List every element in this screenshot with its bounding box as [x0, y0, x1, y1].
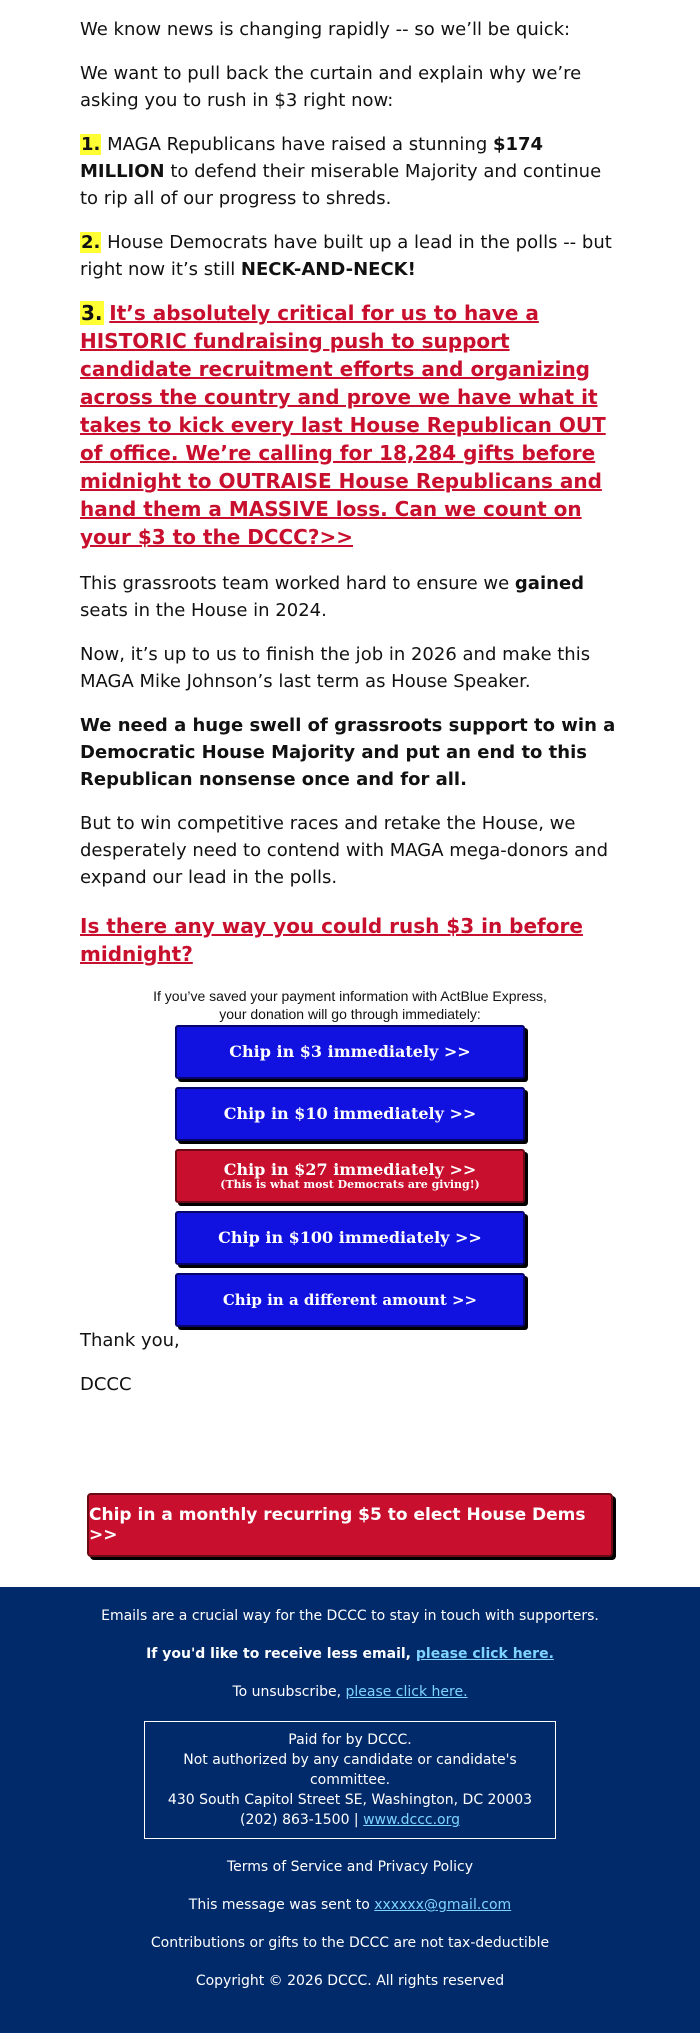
body-paragraph-5: Now, it’s up to us to finish the job in 2026 and make this MAGA Mike Johnson’s last term as House Speaker. — [80, 644, 591, 692]
footer-less-email-text: If you'd like to receive less email, — [146, 1646, 416, 1662]
chip-in-3-label: Chip in $3 immediately >> — [229, 1042, 471, 1061]
footer-copyright: Copyright © 2026 DCCC. All rights reserved — [195, 1973, 505, 1989]
donate-button-group — [80, 1025, 620, 1327]
signoff-sender: DCCC — [80, 1374, 132, 1395]
chip-in-27-sublabel: (This is what most Democrats are giving!) — [220, 1178, 480, 1191]
monthly-recurring-label: Chip in a monthly recurring $5 to elect House Dems >> — [89, 1505, 586, 1545]
footer-tax-note: Contributions or gifts to the DCCC are not tax-deductible — [150, 1935, 550, 1951]
recipient-email-link[interactable]: xxxxxx@gmail.com — [374, 1897, 512, 1913]
actblue-express-note — [80, 987, 620, 1023]
chip-in-10-label: Chip in $10 immediately >> — [223, 1104, 477, 1123]
point-1-text-end: to defend their miserable Majority and continue to rip all of our progress to shreds. — [80, 161, 602, 209]
footer — [0, 1587, 700, 2034]
chip-in-3-button[interactable] — [175, 1025, 525, 1079]
intro-paragraph-1: We know news is changing rapidly -- so we’ll be quick: — [80, 19, 571, 40]
point-3 — [80, 300, 620, 552]
paid-for-box — [144, 1721, 556, 1839]
ask-paragraph — [80, 913, 620, 969]
chip-in-100-button[interactable] — [175, 1211, 525, 1265]
body-paragraph-4-bold: gained — [514, 573, 585, 594]
actblue-note-line-1: If you’ve saved your payment information with ActBlue Express, — [153, 988, 547, 1004]
footer-unsubscribe-text: To unsubscribe, — [232, 1684, 346, 1700]
not-authorized-line: Not authorized by any candidate or candidate's committee. — [183, 1752, 517, 1788]
monthly-section — [0, 1493, 700, 1557]
point-2-bold: NECK-AND-NECK! — [240, 259, 416, 280]
body-paragraph-6: We need a huge swell of grassroots support to win a Democratic House Majority and put an end to this Republican nonsense once and for all. — [80, 715, 616, 790]
point-1 — [80, 131, 620, 212]
body-paragraph-4-text: This grassroots team worked hard to ensure we — [80, 573, 515, 594]
chip-in-100-label: Chip in $100 immediately >> — [218, 1228, 482, 1247]
phone-text: (202) 863-1500 | — [239, 1812, 364, 1828]
point-2-text: House Democrats have built up a lead in the polls -- but right now it’s still — [80, 232, 612, 280]
point-2 — [80, 229, 620, 283]
intro-paragraph-2: We want to pull back the curtain and explain why we’re asking you to rush in $3 right now: — [80, 63, 582, 111]
point-1-text: MAGA Republicans have raised a stunning — [101, 134, 493, 155]
point-3-donate-link[interactable]: It’s absolutely critical for us to have a HISTORIC fundraising push to support candidate recruitment efforts and organizing across the country and prove we have what it takes to kick every last House Republican OUT of office. We’re calling for 18,284 gifts before midnight to OUTRAISE House Republicans and hand them a MASSIVE loss. Can we count on your $3 to the DCCC?>> — [80, 301, 606, 549]
unsubscribe-link[interactable]: please click here. — [345, 1684, 468, 1700]
email-body — [80, 0, 620, 1398]
point-1-bold: $174 MILLION — [80, 134, 544, 182]
point-1-number: 1. — [81, 134, 101, 155]
chip-in-different-amount-label: Chip in a different amount >> — [222, 1291, 478, 1309]
chip-in-27-button[interactable] — [175, 1149, 525, 1203]
body-paragraph-4 — [80, 570, 620, 624]
contact-line — [157, 1810, 543, 1830]
ask-donate-link[interactable]: Is there any way you could rush $3 in before midnight? — [80, 914, 583, 966]
terms-privacy[interactable]: Terms of Service and Privacy Policy — [226, 1859, 473, 1875]
address-line: 430 South Capitol Street SE, Washington, DC 20003 — [167, 1792, 533, 1808]
chip-in-27-label: Chip in $27 immediately >> — [223, 1160, 477, 1179]
footer-sent-to-text: This message was sent to — [188, 1897, 375, 1913]
footer-unsubscribe — [0, 1683, 700, 1702]
less-email-link[interactable]: please click here. — [415, 1646, 554, 1662]
paid-for-line: Paid for by DCCC. — [288, 1732, 412, 1748]
chip-in-10-button[interactable] — [175, 1087, 525, 1141]
point-3-number: 3. — [81, 301, 103, 325]
monthly-recurring-button[interactable] — [87, 1493, 613, 1557]
signoff-thanks: Thank you, — [80, 1330, 180, 1351]
point-2-number: 2. — [81, 232, 101, 253]
footer-sent-to — [0, 1896, 700, 1915]
footer-email-note: Emails are a crucial way for the DCCC to stay in touch with supporters. — [101, 1608, 599, 1624]
website-link[interactable]: www.dccc.org — [363, 1812, 461, 1828]
actblue-note-line-2: your donation will go through immediately: — [219, 1006, 481, 1022]
chip-in-different-amount-button[interactable] — [175, 1273, 525, 1327]
body-paragraph-7: But to win competitive races and retake the House, we desperately need to contend with MAGA mega-donors and expand our lead in the polls. — [80, 813, 609, 888]
footer-less-email — [0, 1645, 700, 1664]
body-paragraph-4-text-end: seats in the House in 2024. — [80, 600, 327, 621]
